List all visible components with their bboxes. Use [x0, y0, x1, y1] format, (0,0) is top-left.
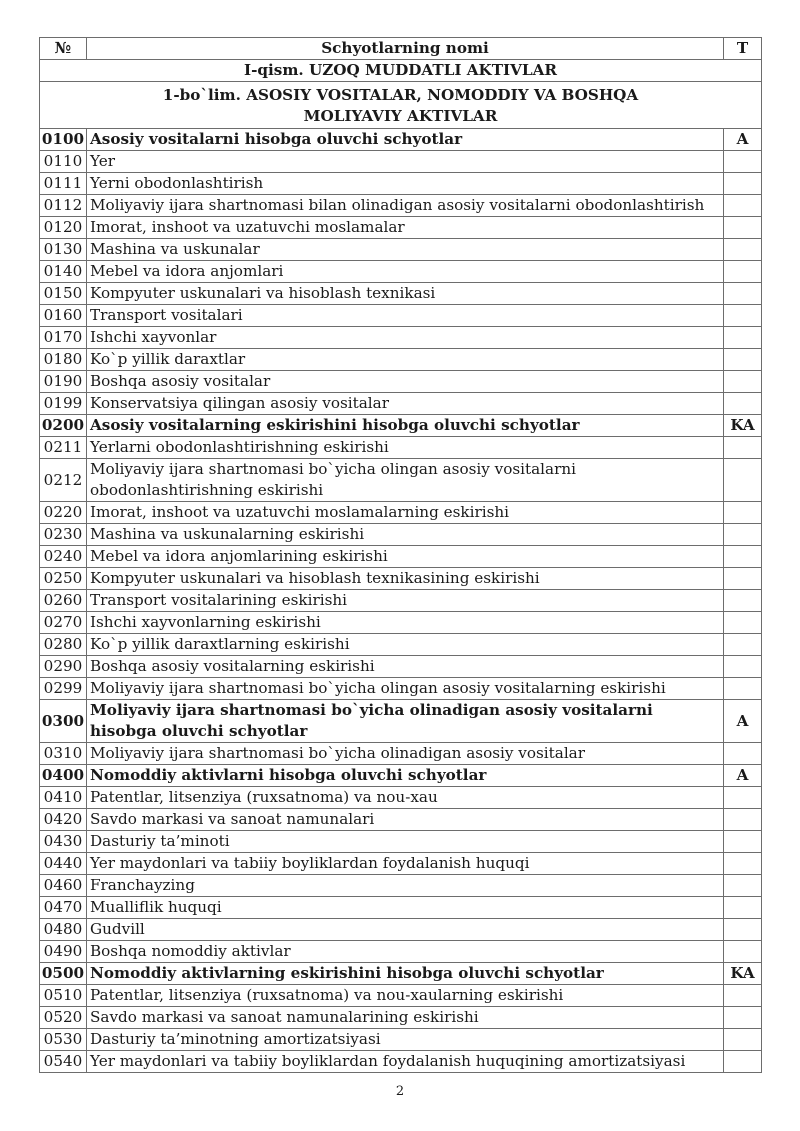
- account-name: Patentlar, litsenziya (ruxsatnoma) va nou-xau: [87, 787, 724, 809]
- account-type: A: [724, 765, 762, 787]
- account-type: [724, 875, 762, 897]
- account-name: Moliyaviy ijara shartnomasi bo`yicha olinadigan asosiy vositalar: [87, 743, 724, 765]
- account-name: Franchayzing: [87, 875, 724, 897]
- account-name: Savdo markasi va sanoat namunalarining eskirishi: [87, 1007, 724, 1029]
- account-code: 0420: [40, 809, 87, 831]
- table-row: [40, 634, 762, 656]
- account-name: Yerni obodonlashtirish: [87, 173, 724, 195]
- account-code: 0180: [40, 349, 87, 371]
- table-row: [40, 305, 762, 327]
- account-code: 0190: [40, 371, 87, 393]
- account-type: [724, 437, 762, 459]
- account-type: [724, 173, 762, 195]
- table-row: [40, 787, 762, 809]
- account-code: 0130: [40, 239, 87, 261]
- account-type: [724, 634, 762, 656]
- account-code: 0250: [40, 568, 87, 590]
- account-code: 0299: [40, 678, 87, 700]
- table-row: [40, 502, 762, 524]
- account-code: 0170: [40, 327, 87, 349]
- account-name: Savdo markasi va sanoat namunalari: [87, 809, 724, 831]
- table-row: [40, 327, 762, 349]
- account-type: [724, 897, 762, 919]
- table-row: [40, 437, 762, 459]
- account-code: 0310: [40, 743, 87, 765]
- account-name: Yer maydonlari va tabiiy boyliklardan foydalanish huquqining amortizatsiyasi: [87, 1051, 724, 1073]
- account-code: 0199: [40, 393, 87, 415]
- account-name: Ishchi xayvonlar: [87, 327, 724, 349]
- table-row: [40, 612, 762, 634]
- account-name: Mashina va uskunalar: [87, 239, 724, 261]
- account-name: Patentlar, litsenziya (ruxsatnoma) va nou-xaularning eskirishi: [87, 985, 724, 1007]
- account-code: 0410: [40, 787, 87, 809]
- account-type: [724, 1051, 762, 1073]
- account-code: 0260: [40, 590, 87, 612]
- table-row: [40, 283, 762, 305]
- account-type: [724, 349, 762, 371]
- table-row: [40, 919, 762, 941]
- table-row: [40, 963, 762, 985]
- account-code: 0500: [40, 963, 87, 985]
- account-name: Yerlarni obodonlashtirishning eskirishi: [87, 437, 724, 459]
- account-code: 0280: [40, 634, 87, 656]
- account-type: [724, 393, 762, 415]
- table-row: [40, 524, 762, 546]
- account-code: 0240: [40, 546, 87, 568]
- account-type: [724, 919, 762, 941]
- account-name: Mebel va idora anjomlari: [87, 261, 724, 283]
- account-code: 0200: [40, 415, 87, 437]
- account-name: Ko`p yillik daraxtlarning eskirishi: [87, 634, 724, 656]
- account-code: 0530: [40, 1029, 87, 1051]
- account-code: 0270: [40, 612, 87, 634]
- account-type: [724, 941, 762, 963]
- account-code: 0111: [40, 173, 87, 195]
- table-row: [40, 195, 762, 217]
- subsection-row: [40, 82, 762, 129]
- account-type: A: [724, 700, 762, 743]
- account-type: [724, 743, 762, 765]
- account-code: 0440: [40, 853, 87, 875]
- table-row: [40, 129, 762, 151]
- account-code: 0112: [40, 195, 87, 217]
- account-type: [724, 985, 762, 1007]
- table-row: [40, 700, 762, 743]
- header-number: №: [40, 38, 87, 60]
- account-type: [724, 787, 762, 809]
- account-name: Transport vositalarining eskirishi: [87, 590, 724, 612]
- table-row: [40, 875, 762, 897]
- account-name: Moliyaviy ijara shartnomasi bo`yicha olingan asosiy vositalarning eskirishi: [87, 678, 724, 700]
- account-name: Mebel va idora anjomlarining eskirishi: [87, 546, 724, 568]
- table-row: [40, 546, 762, 568]
- account-type: [724, 371, 762, 393]
- table-row: [40, 1007, 762, 1029]
- table-row: [40, 941, 762, 963]
- account-type: [724, 1029, 762, 1051]
- account-name: Moliyaviy ijara shartnomasi bo`yicha olinadigan asosiy vositalarni hisobga oluvchi schyotlar: [87, 700, 724, 743]
- account-type: [724, 283, 762, 305]
- table-row: [40, 371, 762, 393]
- account-type: [724, 612, 762, 634]
- table-row: [40, 590, 762, 612]
- account-code: 0220: [40, 502, 87, 524]
- account-type: [724, 524, 762, 546]
- account-type: [724, 151, 762, 173]
- account-code: 0100: [40, 129, 87, 151]
- account-type: KA: [724, 963, 762, 985]
- account-code: 0140: [40, 261, 87, 283]
- account-code: 0212: [40, 459, 87, 502]
- account-type: [724, 590, 762, 612]
- subsection-title: 1-bo`lim. ASOSIY VOSITALAR, NOMODDIY VA BOSHQA MOLIYAVIY AKTIVLAR: [40, 82, 762, 129]
- table-row: [40, 415, 762, 437]
- account-type: [724, 305, 762, 327]
- account-name: Kompyuter uskunalari va hisoblash texnikasining eskirishi: [87, 568, 724, 590]
- account-type: [724, 1007, 762, 1029]
- table-row: [40, 151, 762, 173]
- account-name: Moliyaviy ijara shartnomasi bilan olinadigan asosiy vositalarni obodonlashtirish: [87, 195, 724, 217]
- account-code: 0460: [40, 875, 87, 897]
- accounts-table-body: [40, 38, 762, 1073]
- account-code: 0400: [40, 765, 87, 787]
- table-row: [40, 853, 762, 875]
- account-name: Boshqa nomoddiy aktivlar: [87, 941, 724, 963]
- section-title: I-qism. UZOQ MUDDATLI AKTIVLAR: [40, 60, 762, 82]
- account-name: Imorat, inshoot va uzatuvchi moslamalarning eskirishi: [87, 502, 724, 524]
- table-header-row: [40, 38, 762, 60]
- section-row: [40, 60, 762, 82]
- account-name: Mualliflik huquqi: [87, 897, 724, 919]
- page-number: 2: [395, 1084, 405, 1099]
- account-code: 0150: [40, 283, 87, 305]
- table-row: [40, 568, 762, 590]
- table-row: [40, 831, 762, 853]
- table-row: [40, 656, 762, 678]
- account-code: 0480: [40, 919, 87, 941]
- account-code: 0470: [40, 897, 87, 919]
- accounts-table: [39, 37, 762, 1073]
- account-name: Kompyuter uskunalari va hisoblash texnikasi: [87, 283, 724, 305]
- account-type: [724, 678, 762, 700]
- account-type: [724, 809, 762, 831]
- account-name: Moliyaviy ijara shartnomasi bo`yicha olingan asosiy vositalarni obodonlashtirishning eskirishi: [87, 459, 724, 502]
- account-code: 0510: [40, 985, 87, 1007]
- account-name: Imorat, inshoot va uzatuvchi moslamalar: [87, 217, 724, 239]
- account-type: [724, 831, 762, 853]
- account-type: [724, 568, 762, 590]
- account-type: [724, 217, 762, 239]
- table-row: [40, 261, 762, 283]
- account-code: 0300: [40, 700, 87, 743]
- account-code: 0520: [40, 1007, 87, 1029]
- account-code: 0211: [40, 437, 87, 459]
- account-type: A: [724, 129, 762, 151]
- account-code: 0160: [40, 305, 87, 327]
- account-type: [724, 459, 762, 502]
- table-row: [40, 743, 762, 765]
- account-name: Konservatsiya qilingan asosiy vositalar: [87, 393, 724, 415]
- account-name: Boshqa asosiy vositalarning eskirishi: [87, 656, 724, 678]
- table-row: [40, 349, 762, 371]
- account-code: 0430: [40, 831, 87, 853]
- account-code: 0290: [40, 656, 87, 678]
- table-row: [40, 1051, 762, 1073]
- table-row: [40, 985, 762, 1007]
- table-row: [40, 765, 762, 787]
- account-type: [724, 502, 762, 524]
- account-name: Asosiy vositalarni hisobga oluvchi schyotlar: [87, 129, 724, 151]
- account-name: Yer maydonlari va tabiiy boyliklardan foydalanish huquqi: [87, 853, 724, 875]
- account-code: 0120: [40, 217, 87, 239]
- account-code: 0490: [40, 941, 87, 963]
- table-row: [40, 393, 762, 415]
- table-row: [40, 809, 762, 831]
- account-name: Nomoddiy aktivlarni hisobga oluvchi schyotlar: [87, 765, 724, 787]
- table-row: [40, 897, 762, 919]
- header-type: T: [724, 38, 762, 60]
- table-row: [40, 459, 762, 502]
- account-code: 0540: [40, 1051, 87, 1073]
- account-name: Yer: [87, 151, 724, 173]
- table-row: [40, 173, 762, 195]
- header-name: Schyotlarning nomi: [87, 38, 724, 60]
- account-type: [724, 195, 762, 217]
- account-code: 0110: [40, 151, 87, 173]
- table-row: [40, 217, 762, 239]
- table-row: [40, 1029, 762, 1051]
- account-type: [724, 261, 762, 283]
- account-code: 0230: [40, 524, 87, 546]
- account-name: Gudvill: [87, 919, 724, 941]
- account-name: Ishchi xayvonlarning eskirishi: [87, 612, 724, 634]
- table-row: [40, 678, 762, 700]
- account-name: Dasturiy ta’minotning amortizatsiyasi: [87, 1029, 724, 1051]
- account-type: [724, 853, 762, 875]
- account-type: [724, 239, 762, 261]
- account-name: Asosiy vositalarning eskirishini hisobga oluvchi schyotlar: [87, 415, 724, 437]
- account-name: Dasturiy ta’minoti: [87, 831, 724, 853]
- account-type: [724, 546, 762, 568]
- account-type: [724, 327, 762, 349]
- account-name: Boshqa asosiy vositalar: [87, 371, 724, 393]
- account-name: Transport vositalari: [87, 305, 724, 327]
- account-name: Mashina va uskunalarning eskirishi: [87, 524, 724, 546]
- account-type: KA: [724, 415, 762, 437]
- account-name: Ko`p yillik daraxtlar: [87, 349, 724, 371]
- table-row: [40, 239, 762, 261]
- account-name: Nomoddiy aktivlarning eskirishini hisobga oluvchi schyotlar: [87, 963, 724, 985]
- account-type: [724, 656, 762, 678]
